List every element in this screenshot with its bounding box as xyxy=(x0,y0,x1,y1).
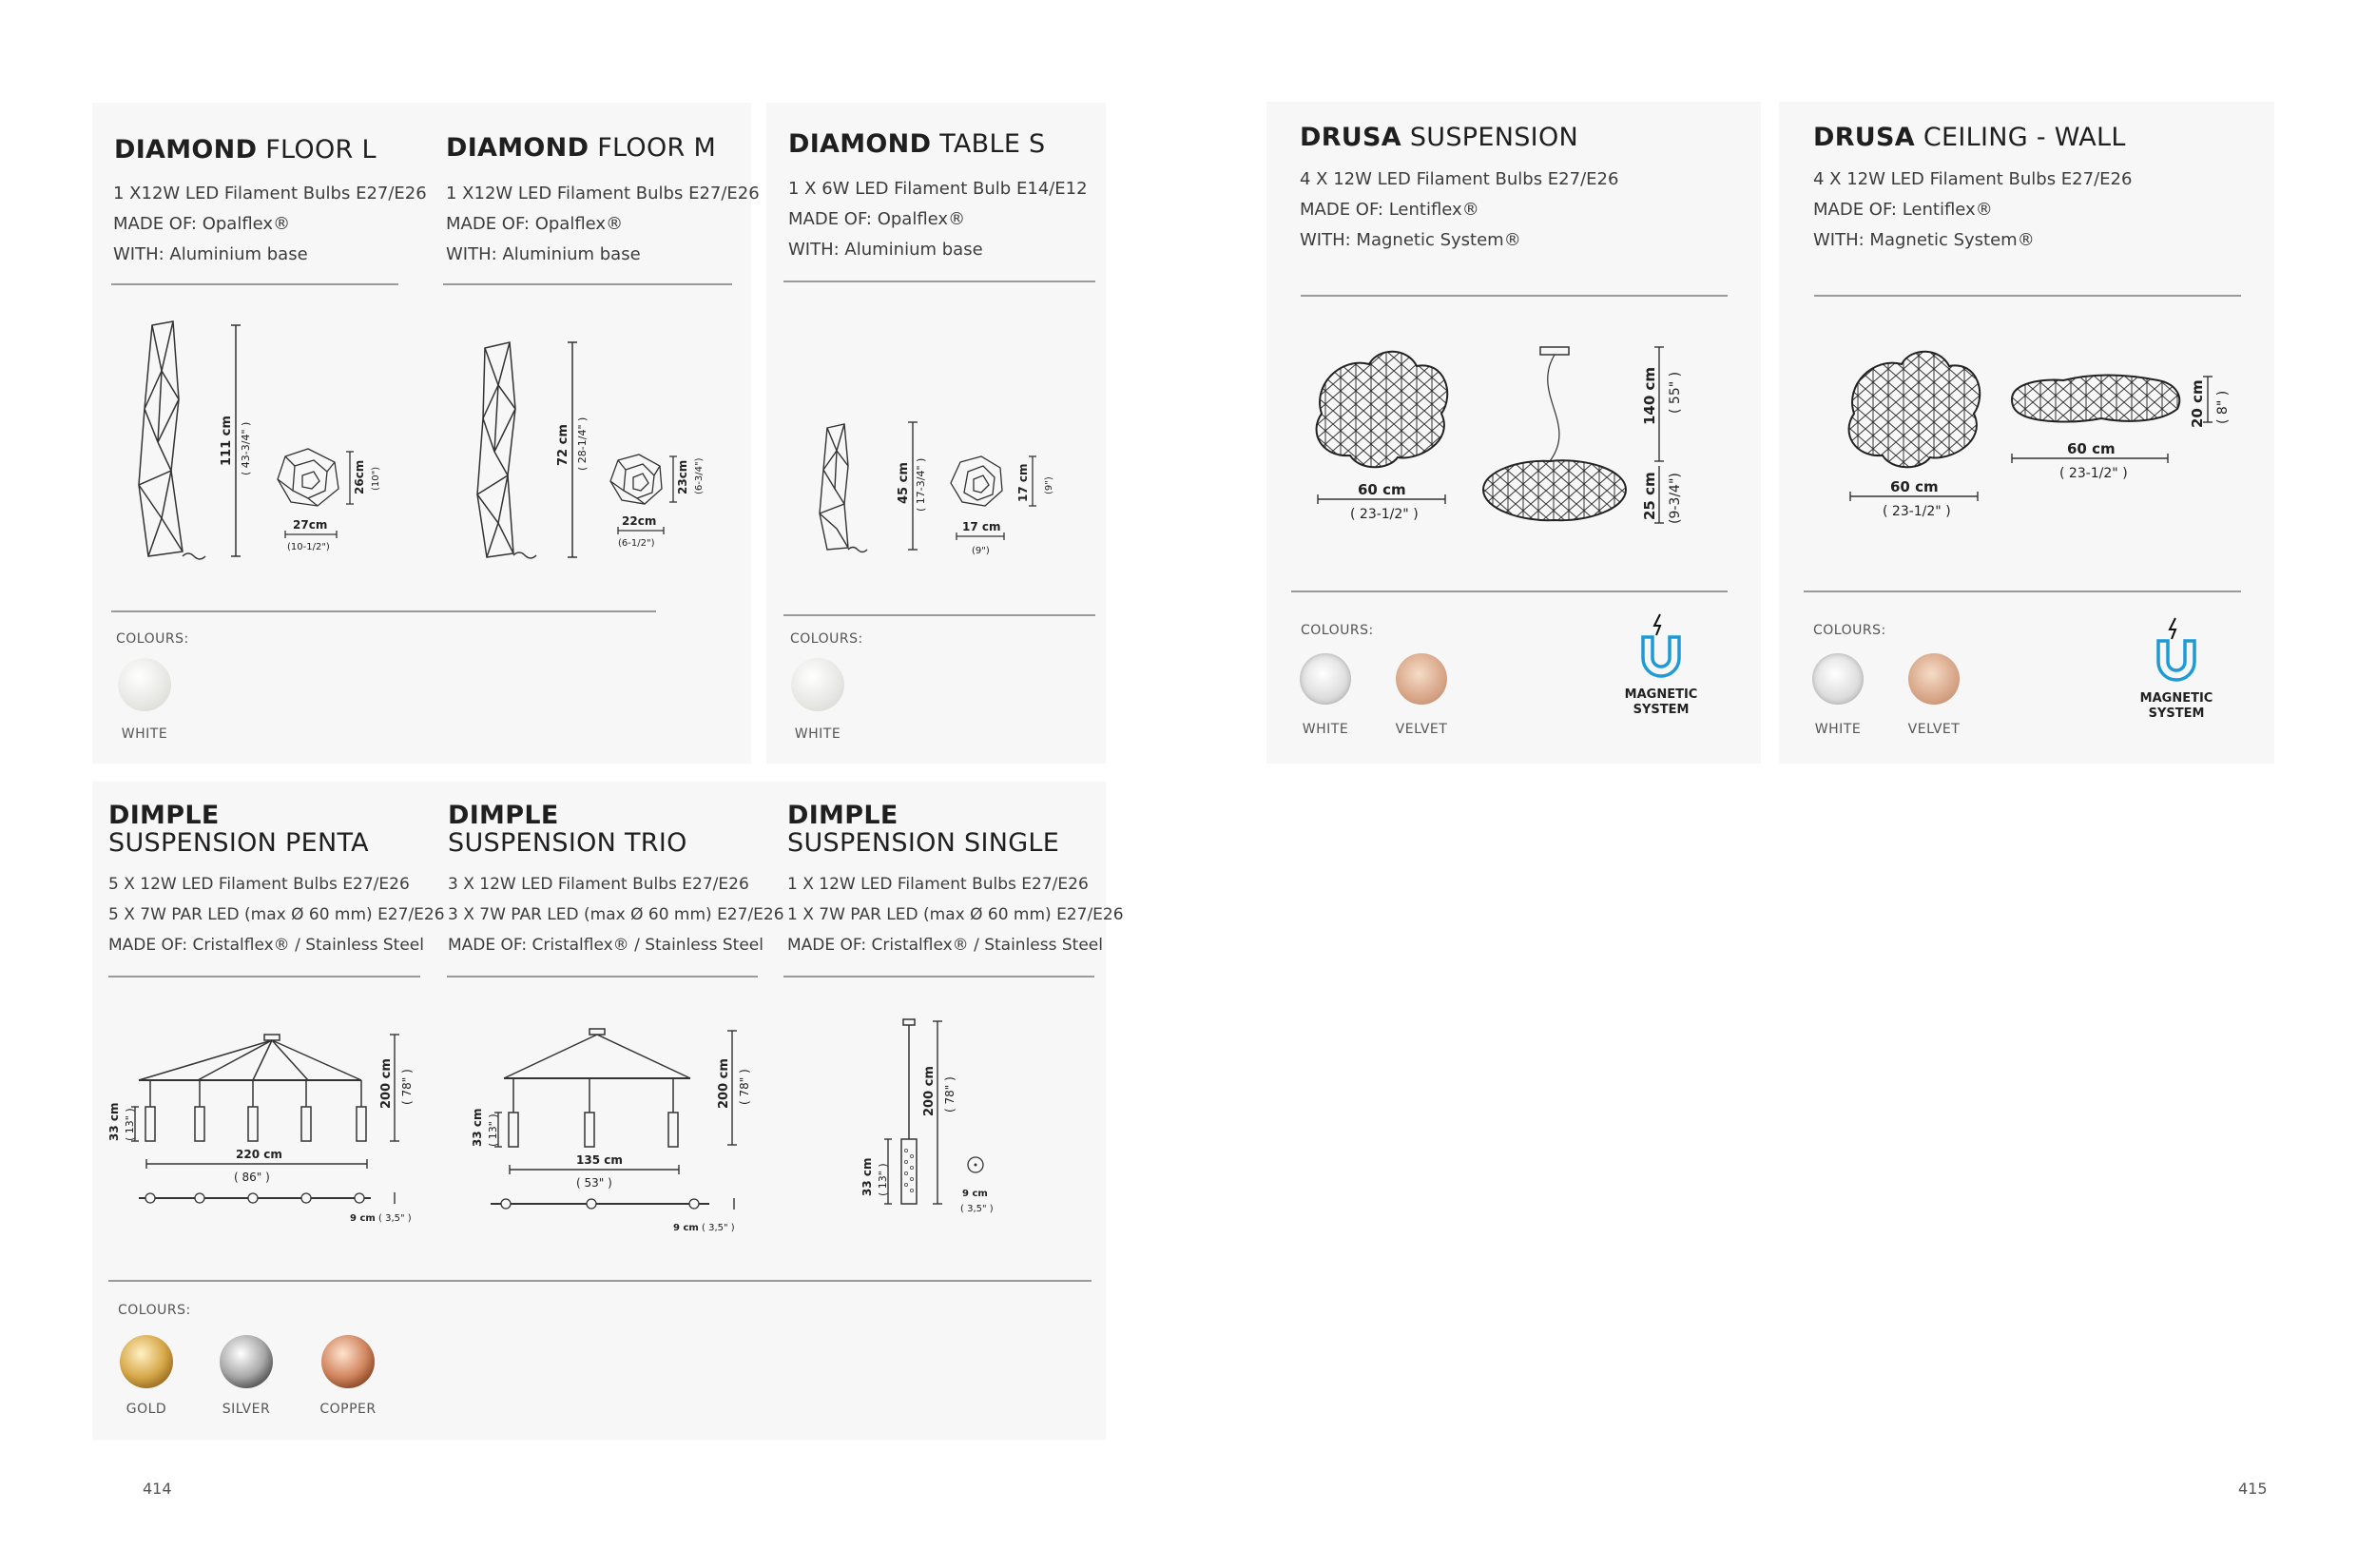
divider xyxy=(1814,295,2241,297)
divider xyxy=(783,614,1095,616)
dimple-single-specs: 1 X 12W LED Filament Bulbs E27/E26 1 X 7W PAR LED (max Ø 60 mm) E27/E26 MADE OF: Cristalflex® / Stainless Steel xyxy=(787,875,1124,955)
dimple-single-pendant-in: ( 13" ) xyxy=(877,1163,889,1196)
dimple-trio-width: 135 cm xyxy=(576,1153,623,1167)
drusa-ceiling-width: 60 cm xyxy=(1890,478,1939,495)
drusa-suspension-body: 25 cm xyxy=(1641,472,1658,520)
drusa-suspension-width: 60 cm xyxy=(1358,481,1406,498)
colours-label: COLOURS: xyxy=(790,631,863,647)
dimple-single-drawing xyxy=(856,1016,1027,1234)
divider xyxy=(783,976,1094,978)
divider xyxy=(1301,295,1728,297)
diamond-table-s-title: DIAMOND TABLE S xyxy=(788,129,1046,159)
diamond-floor-m-height-in: ( 28-1/4" ) xyxy=(576,416,589,471)
swatch-gold-label: GOLD xyxy=(126,1402,167,1417)
dimple-trio-pendant: 33 cm xyxy=(471,1108,484,1147)
magnet-icon xyxy=(1637,614,1685,683)
diamond-floor-m-title: DIAMOND FLOOR M xyxy=(446,133,717,163)
dimple-trio-title: DIMPLE SUSPENSION TRIO xyxy=(448,801,687,858)
divider xyxy=(1804,590,2241,592)
dimple-penta-specs: 5 X 12W LED Filament Bulbs E27/E26 5 X 7W PAR LED (max Ø 60 mm) E27/E26 MADE OF: Cristalflex® / Stainless Steel xyxy=(108,875,445,955)
diamond-floor-m-drawing xyxy=(466,333,751,571)
colours-label: COLOURS: xyxy=(116,631,189,647)
divider xyxy=(1291,590,1728,592)
dimple-trio-width-in: ( 53" ) xyxy=(576,1176,612,1190)
dimple-trio-pendant-in: ( 13" ) xyxy=(487,1113,499,1147)
colours-label: COLOURS: xyxy=(118,1303,191,1318)
swatch-silver[interactable] xyxy=(220,1335,273,1388)
swatch-silver-label: SILVER xyxy=(222,1402,271,1417)
drusa-suspension-height: 140 cm xyxy=(1641,366,1658,425)
divider xyxy=(783,281,1095,282)
swatch-copper-label: COPPER xyxy=(319,1402,377,1417)
dimple-single-dia: 9 cm xyxy=(962,1189,988,1199)
divider xyxy=(111,610,656,612)
diamond-table-s-width: 17 cm xyxy=(962,520,1001,533)
swatch-drusa-velvet-label: VELVET xyxy=(1395,722,1448,737)
drusa-ceiling-width-in: ( 23-1/2" ) xyxy=(1883,504,1951,519)
swatch-white[interactable] xyxy=(791,658,844,711)
dimple-penta-drawing xyxy=(105,1017,418,1236)
swatch-white[interactable] xyxy=(118,658,171,711)
diamond-floor-l-depth: 26cm xyxy=(353,459,366,494)
dimple-single-dia-in: ( 3,5" ) xyxy=(960,1204,994,1214)
dimple-trio-dia-in: ( 3,5" ) xyxy=(702,1223,735,1233)
diamond-floor-l-width-in: (10-1/2") xyxy=(287,542,330,552)
drusa-suspension-width-in: ( 23-1/2" ) xyxy=(1350,507,1419,522)
diamond-floor-m-width-in: (6-1/2") xyxy=(618,538,655,549)
drusa-suspension-height-in: ( 55" ) xyxy=(1668,371,1683,414)
diamond-floor-l-depth-in: (10") xyxy=(371,466,381,491)
swatch-drusa-velvet-label: VELVET xyxy=(1907,722,1961,737)
divider xyxy=(111,283,398,285)
magnetic-system-label: MAGNETIC SYSTEM xyxy=(1624,687,1698,717)
swatch-drusa-velvet[interactable] xyxy=(1908,653,1960,705)
swatch-white-label: WHITE xyxy=(794,726,841,742)
dimple-trio-specs: 3 X 12W LED Filament Bulbs E27/E26 3 X 7W PAR LED (max Ø 60 mm) E27/E26 MADE OF: Cristalflex® / Stainless Steel xyxy=(448,875,784,955)
diamond-table-s-depth-in: (9") xyxy=(1044,476,1054,494)
diamond-floor-m-width: 22cm xyxy=(622,514,657,528)
dimple-penta-width: 220 cm xyxy=(236,1148,282,1161)
diamond-table-s-depth: 17 cm xyxy=(1016,463,1030,502)
dimple-penta-pendant: 33 cm xyxy=(107,1102,121,1141)
dimple-penta-pendant-in: ( 13" ) xyxy=(124,1108,136,1141)
magnet-icon xyxy=(2153,618,2200,687)
drusa-ceiling-height: 20 cm xyxy=(2189,379,2206,428)
dimple-trio-dia: 9 cm xyxy=(673,1223,699,1233)
divider xyxy=(447,976,758,978)
swatch-drusa-velvet[interactable] xyxy=(1396,653,1447,705)
diamond-floor-m-depth: 23cm xyxy=(676,459,689,494)
dimple-penta-width-in: ( 86" ) xyxy=(234,1171,270,1184)
diamond-table-s-drawing xyxy=(808,409,1093,571)
dimple-single-height: 200 cm xyxy=(922,1066,937,1116)
colours-label: COLOURS: xyxy=(1813,623,1886,638)
magnetic-system-label: MAGNETIC SYSTEM xyxy=(2139,691,2213,721)
diamond-floor-l-specs: 1 X12W LED Filament Bulbs E27/E26 MADE OF: Opalflex® WITH: Aluminium base xyxy=(113,184,427,264)
drusa-suspension-body-in: (9-3/4") xyxy=(1668,473,1683,524)
diamond-table-s-height-in: ( 17-3/4" ) xyxy=(915,457,927,512)
swatch-drusa-white[interactable] xyxy=(1812,653,1864,705)
swatch-white-label: WHITE xyxy=(121,726,168,742)
diamond-floor-m-specs: 1 X12W LED Filament Bulbs E27/E26 MADE OF: Opalflex® WITH: Aluminium base xyxy=(446,184,760,264)
swatch-drusa-white-label: WHITE xyxy=(1302,722,1349,737)
dimple-single-height-in: ( 78" ) xyxy=(943,1076,957,1113)
dimple-penta-dia-in: ( 3,5" ) xyxy=(378,1213,412,1224)
diamond-floor-m-depth-in: (6-3/4") xyxy=(694,457,705,494)
dimple-penta-height: 200 cm xyxy=(379,1058,394,1109)
diamond-floor-l-height-in: ( 43-3/4" ) xyxy=(240,421,252,475)
dimple-trio-drawing xyxy=(466,1017,770,1246)
diamond-floor-l-width: 27cm xyxy=(293,518,328,532)
dimple-trio-height: 200 cm xyxy=(717,1058,731,1109)
diamond-floor-m-height: 72 cm xyxy=(556,424,570,466)
dimple-penta-dia: 9 cm xyxy=(350,1213,376,1224)
drusa-ceiling-title: DRUSA CEILING - WALL xyxy=(1813,123,2126,152)
page-number-right: 415 xyxy=(2238,1480,2268,1498)
colours-label: COLOURS: xyxy=(1301,623,1374,638)
divider xyxy=(443,283,732,285)
diamond-table-s-width-in: (9") xyxy=(972,546,990,556)
drusa-ceiling-side-width-in: ( 23-1/2" ) xyxy=(2059,466,2128,481)
page-number-left: 414 xyxy=(143,1480,172,1498)
drusa-suspension-specs: 4 X 12W LED Filament Bulbs E27/E26 MADE OF: Lentiflex® WITH: Magnetic System® xyxy=(1300,169,1619,250)
swatch-drusa-white[interactable] xyxy=(1300,653,1351,705)
drusa-suspension-drawing xyxy=(1303,338,1702,537)
diamond-floor-l-drawing xyxy=(124,314,409,571)
diamond-floor-l-title: DIAMOND FLOOR L xyxy=(114,135,377,165)
swatch-gold[interactable] xyxy=(120,1335,173,1388)
swatch-drusa-white-label: WHITE xyxy=(1814,722,1862,737)
divider xyxy=(108,1280,1092,1282)
diamond-table-s-height: 45 cm xyxy=(897,462,911,504)
diamond-floor-l-height: 111 cm xyxy=(220,416,234,466)
divider xyxy=(108,976,420,978)
dimple-penta-title: DIMPLE SUSPENSION PENTA xyxy=(108,801,369,858)
dimple-single-pendant: 33 cm xyxy=(860,1157,874,1196)
drusa-ceiling-specs: 4 X 12W LED Filament Bulbs E27/E26 MADE OF: Lentiflex® WITH: Magnetic System® xyxy=(1813,169,2133,250)
dimple-penta-height-in: ( 78" ) xyxy=(400,1069,414,1105)
drusa-suspension-title: DRUSA SUSPENSION xyxy=(1300,123,1578,152)
drusa-ceiling-side-width: 60 cm xyxy=(2067,440,2116,457)
drusa-ceiling-height-in: ( 8" ) xyxy=(2215,390,2231,424)
dimple-trio-height-in: ( 78" ) xyxy=(738,1069,751,1105)
swatch-copper[interactable] xyxy=(321,1335,375,1388)
dimple-single-title: DIMPLE SUSPENSION SINGLE xyxy=(787,801,1060,858)
drusa-ceiling-drawing xyxy=(1835,342,2234,532)
diamond-table-s-specs: 1 X 6W LED Filament Bulb E14/E12 MADE OF: Opalflex® WITH: Aluminium base xyxy=(788,179,1088,260)
